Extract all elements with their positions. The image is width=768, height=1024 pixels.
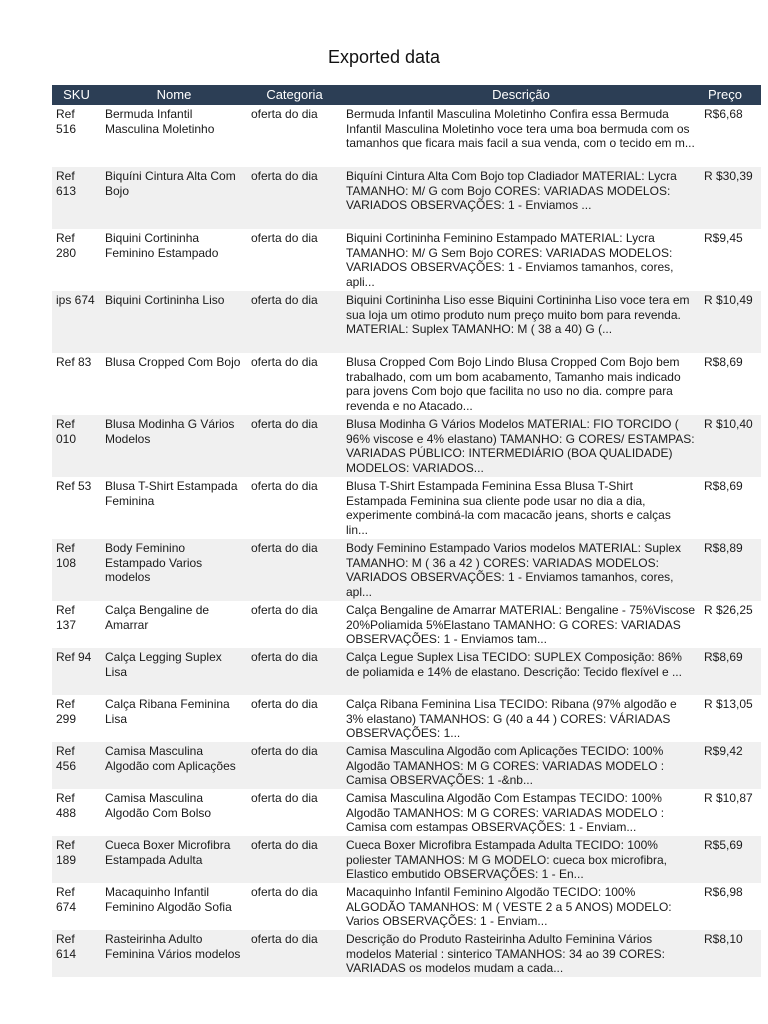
column-header-descricao: Descrição [342,85,700,105]
table-row [52,167,761,229]
cell-preco: R$8,69 [700,648,761,695]
cell-nome: Calça Legging Suplex Lisa [101,648,247,695]
cell-preco: R $26,25 [700,601,761,648]
table-row [52,539,761,601]
cell-sku: Ref 189 [52,836,101,883]
cell-descricao: Descrição do Produto Rasteirinha Adulto Feminina Vários modelos Material : sinterico TAMANHOS: 34 ao 39 CORES: VARIADAS os modelos mudam a cada... [342,930,700,977]
cell-descricao: Biquini Cortininha Feminino Estampado MATERIAL: Lycra TAMANHO: M/ G Sem Bojo CORES: VARIADAS MODELOS: VARIADOS OBSERVAÇÕES: 1 - Enviamos tamanhos, cores, apli... [342,229,700,291]
cell-preco: R$9,42 [700,742,761,789]
cell-descricao: Calça Bengaline de Amarrar MATERIAL: Bengaline - 75%Viscose 20%Poliamida 5%Elastano TAMANHO: G CORES: VARIADAS OBSERVAÇÕES: 1 - Enviamos tam... [342,601,700,648]
cell-nome: Rasteirinha Adulto Feminina Vários modelos [101,930,247,977]
cell-nome: Camisa Masculina Algodão Com Bolso [101,789,247,836]
cell-nome: Bermuda Infantil Masculina Moletinho [101,105,247,167]
cell-descricao: Blusa Cropped Com Bojo Lindo Blusa Cropped Com Bojo bem trabalhado, com um bom acabamento, Tamanho mais indicado para jovens Com bojo que facilita no uso no dia. compre para revenda e no Atacado... [342,353,700,415]
table-row [52,648,761,695]
cell-descricao: Bermuda Infantil Masculina Moletinho Confira essa Bermuda Infantil Masculina Moletinho voce tera uma boa bermuda com os tamanhos que ficara mais facil a sua venda, com o tecido em m... [342,105,700,167]
cell-categoria: oferta do dia [247,601,342,648]
cell-nome: Biquíni Cintura Alta Com Bojo [101,167,247,229]
cell-nome: Blusa T-Shirt Estampada Feminina [101,477,247,539]
cell-preco: R$8,69 [700,353,761,415]
cell-descricao: Biquini Cortininha Liso esse Biquini Cortininha Liso voce tera em sua loja um otimo produto num preço muito bom para revenda. MATERIAL: Suplex TAMANHO: M ( 38 a 40) G (... [342,291,700,353]
cell-preco: R$8,89 [700,539,761,601]
cell-categoria: oferta do dia [247,415,342,477]
cell-sku: Ref 280 [52,229,101,291]
cell-descricao: Body Feminino Estampado Varios modelos MATERIAL: Suplex TAMANHO: M ( 36 a 42 ) CORES: VARIADAS MODELOS: VARIADOS OBSERVAÇÕES: 1 - Enviamos tamanhos, cores, apl... [342,539,700,601]
cell-nome: Calça Bengaline de Amarrar [101,601,247,648]
cell-preco: R$5,69 [700,836,761,883]
cell-sku: Ref 94 [52,648,101,695]
cell-descricao: Calça Legue Suplex Lisa TECIDO: SUPLEX Composição: 86% de poliamida e 14% de elastano. Descrição: Tecido flexível e ... [342,648,700,695]
cell-categoria: oferta do dia [247,836,342,883]
table-row [52,695,761,742]
cell-categoria: oferta do dia [247,539,342,601]
table-header-row [52,85,761,105]
cell-preco: R$8,10 [700,930,761,977]
cell-nome: Camisa Masculina Algodão com Aplicações [101,742,247,789]
column-header-nome: Nome [101,85,247,105]
cell-sku: Ref 010 [52,415,101,477]
cell-preco: R $10,49 [700,291,761,353]
column-header-preco: Preço [700,85,761,105]
table-row [52,291,761,353]
cell-descricao: Biquíni Cintura Alta Com Bojo top Cladiador MATERIAL: Lycra TAMANHO: M/ G com Bojo CORES: VARIADAS MODELOS: VARIADOS OBSERVAÇÕES: 1 - Enviamos ... [342,167,700,229]
cell-sku: Ref 137 [52,601,101,648]
cell-descricao: Camisa Masculina Algodão com Aplicações TECIDO: 100% Algodão TAMANHOS: M G CORES: VARIADAS MODELO : Camisa OBSERVAÇÕES: 1 -&nb... [342,742,700,789]
cell-categoria: oferta do dia [247,883,342,930]
cell-descricao: Blusa Modinha G Vários Modelos MATERIAL: FIO TORCIDO ( 96% viscose e 4% elastano) TAMANHO: G CORES/ ESTAMPAS: VARIADAS PÚBLICO: INTERMEDIÁRIO (BOA QUALIDADE) MODELOS: VARIADOS... [342,415,700,477]
cell-descricao: Macaquinho Infantil Feminino Algodão TECIDO: 100% ALGODÃO TAMANHOS: M ( VESTE 2 a 5 ANOS) MODELO: Varios OBSERVAÇÕES: 1 - Enviam... [342,883,700,930]
cell-preco: R$6,98 [700,883,761,930]
cell-categoria: oferta do dia [247,105,342,167]
cell-categoria: oferta do dia [247,648,342,695]
cell-categoria: oferta do dia [247,695,342,742]
cell-categoria: oferta do dia [247,789,342,836]
cell-sku: Ref 299 [52,695,101,742]
cell-categoria: oferta do dia [247,229,342,291]
cell-sku: Ref 674 [52,883,101,930]
table-row [52,353,761,415]
cell-preco: R $10,40 [700,415,761,477]
cell-nome: Biquini Cortininha Feminino Estampado [101,229,247,291]
cell-nome: Body Feminino Estampado Varios modelos [101,539,247,601]
table-row [52,105,761,167]
cell-sku: Ref 516 [52,105,101,167]
table-row [52,229,761,291]
cell-preco: R $13,05 [700,695,761,742]
cell-sku: ips 674 [52,291,101,353]
cell-categoria: oferta do dia [247,742,342,789]
cell-categoria: oferta do dia [247,353,342,415]
cell-sku: Ref 83 [52,353,101,415]
cell-sku: Ref 108 [52,539,101,601]
page-title: Exported data [327,47,441,67]
table-row [52,883,761,930]
cell-descricao: Cueca Boxer Microfibra Estampada Adulta TECIDO: 100% poliester TAMANHOS: M G MODELO: cueca box microfibra, Elastico embutido OBSERVAÇÕES: 1 - En... [342,836,700,883]
column-header-sku: SKU [52,85,101,105]
cell-nome: Blusa Modinha G Vários Modelos [101,415,247,477]
table-row [52,836,761,883]
cell-preco: R $10,87 [700,789,761,836]
cell-descricao: Calça Ribana Feminina Lisa TECIDO: Ribana (97% algodão e 3% elastano) TAMANHOS: G (40 a 44 ) CORES: VÁRIADAS OBSERVAÇÕES: 1... [342,695,700,742]
table-row [52,789,761,836]
cell-categoria: oferta do dia [247,167,342,229]
cell-preco: R $30,39 [700,167,761,229]
cell-nome: Cueca Boxer Microfibra Estampada Adulta [101,836,247,883]
cell-sku: Ref 488 [52,789,101,836]
table-row [52,415,761,477]
column-header-categoria: Categoria [247,85,342,105]
cell-sku: Ref 613 [52,167,101,229]
cell-categoria: oferta do dia [247,291,342,353]
cell-descricao: Camisa Masculina Algodão Com Estampas TECIDO: 100% Algodão TAMANHOS: M G CORES: VARIADAS MODELO : Camisa com estampas OBSERVAÇÕES: 1 - Enviam... [342,789,700,836]
products-table [52,85,761,977]
cell-sku: Ref 614 [52,930,101,977]
table-row [52,930,761,977]
cell-nome: Calça Ribana Feminina Lisa [101,695,247,742]
cell-sku: Ref 456 [52,742,101,789]
cell-categoria: oferta do dia [247,477,342,539]
cell-nome: Macaquinho Infantil Feminino Algodão Sofia [101,883,247,930]
cell-nome: Biquini Cortininha Liso [101,291,247,353]
table-row [52,601,761,648]
cell-nome: Blusa Cropped Com Bojo [101,353,247,415]
table-row [52,477,761,539]
cell-preco: R$9,45 [700,229,761,291]
cell-preco: R$6,68 [700,105,761,167]
table-row [52,742,761,789]
cell-preco: R$8,69 [700,477,761,539]
cell-sku: Ref 53 [52,477,101,539]
cell-descricao: Blusa T-Shirt Estampada Feminina Essa Blusa T-Shirt Estampada Feminina sua cliente pode usar no dia a dia, experimente combiná-la com macacão jeans, shorts e calças lin... [342,477,700,539]
cell-categoria: oferta do dia [247,930,342,977]
